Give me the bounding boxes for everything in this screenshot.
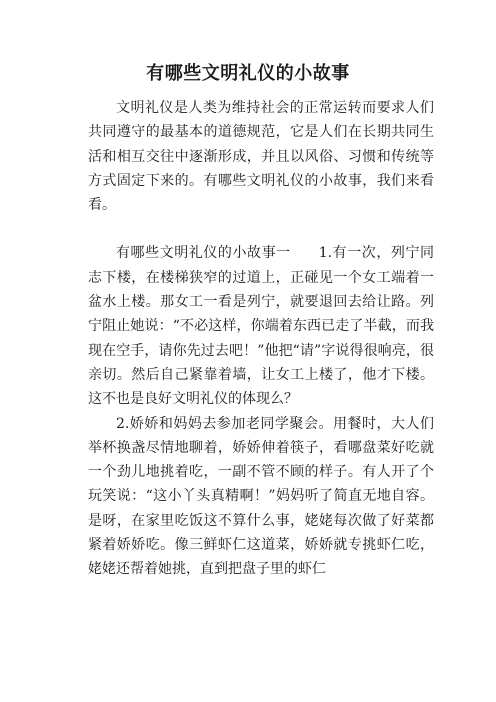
section-heading: 有哪些文明礼仪的小故事一 bbox=[116, 245, 291, 262]
story1-paragraph bbox=[88, 241, 434, 411]
story1-text: 1.有一次，列宁同志下楼，在楼梯狭窄的过道上，正碰见一个女工端着一盆水上楼。那女工一看是列宁，就要退回去给让路。列宁阻止她说：“不必这样，你端着东西已走了半截，而我现在空手，请你先过去吧！”他把“请”字说得很响亮，很亲切。然后自己紧靠着墙，让女工上楼了，他才下楼。这不也是良好文明礼仪的体现么？ bbox=[88, 245, 435, 408]
document-body bbox=[88, 96, 434, 582]
intro-paragraph: 文明礼仪是人类为维持社会的正常运转而要求人们共同遵守的最基本的道德规范，它是人们在长期共同生活和相互交往中逐渐形成，并且以风俗、习惯和传统等方式固定下来的。有哪些文明礼仪的小故事，我们来看看。 bbox=[88, 100, 434, 214]
story2-paragraph: 2.娇娇和妈妈去参加老同学聚会。用餐时，大人们举杯换盏尽情地聊着，娇娇伸着筷子，看哪盘菜好吃就一个劲儿地挑着吃，一副不管不顾的样子。有人开了个玩笑说：“这小丫头真精啊！”妈妈听了简直无地自容。是呀，在家里吃饭这不算什么事，姥姥每次做了好菜都紧着娇娇吃。像三鲜虾仁这道菜，娇娇就专挑虾仁吃，姥姥还帮着她挑，直到把盘子里的虾仁 bbox=[88, 415, 434, 578]
document-title: 有哪些文明礼仪的小故事 bbox=[146, 63, 350, 84]
paragraph-gap bbox=[88, 217, 434, 241]
